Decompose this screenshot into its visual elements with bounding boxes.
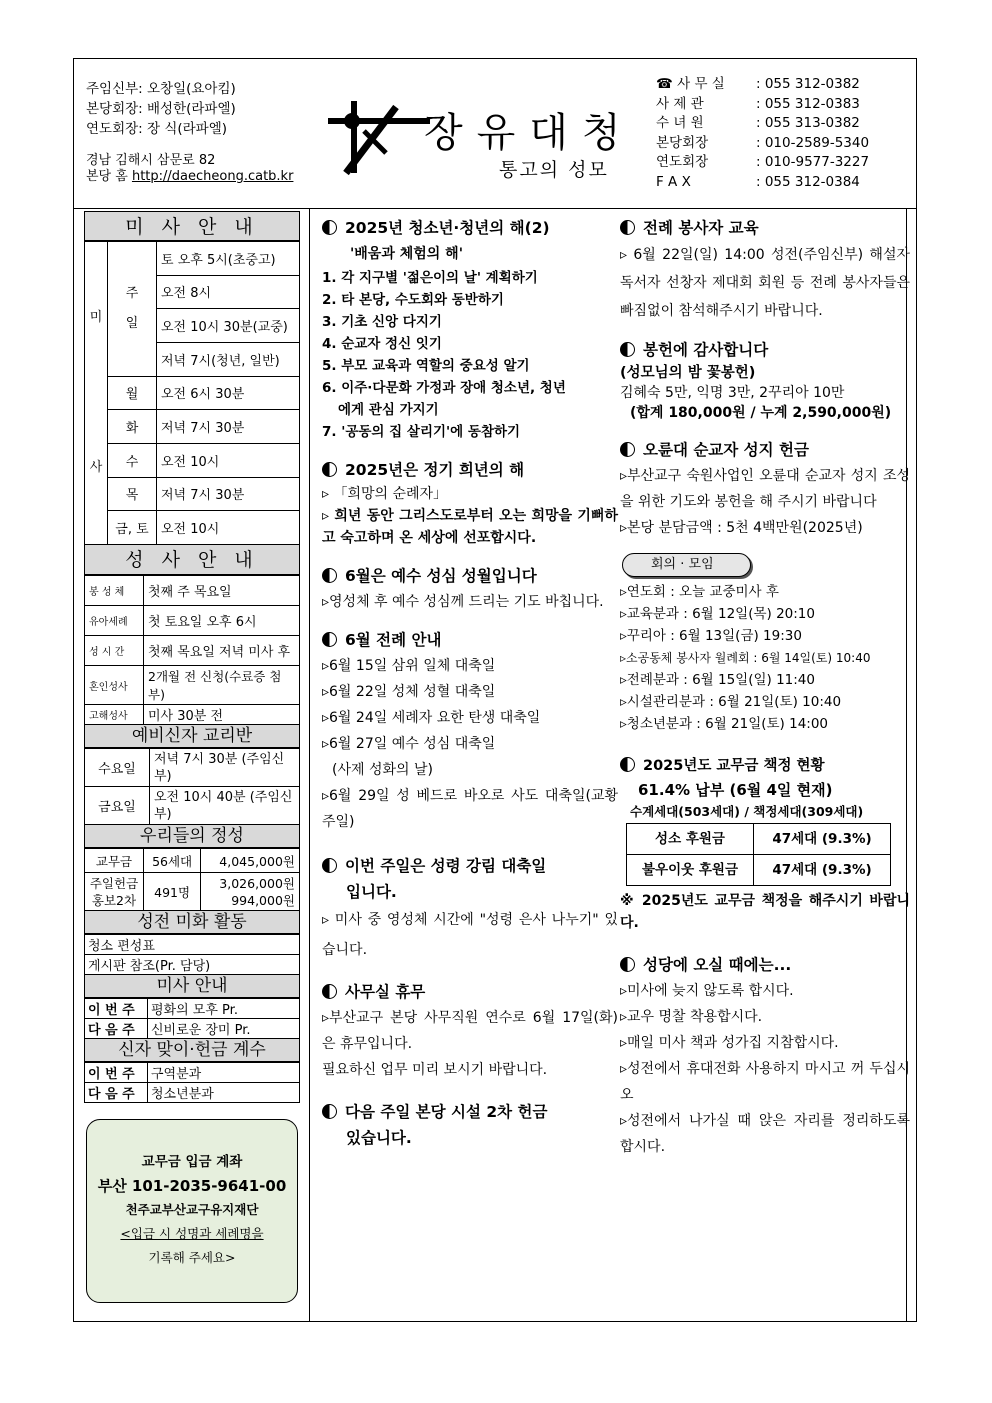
column-middle: 2025년 청소년·청년의 해(2) '배움과 체험의 해' 1. 각 지구별 '젊은이의 날' 계획하기 2. 타 본당, 수도회와 동반하기 3. 기초 신앙 다지기 4. 순교자 정신 잇기 5. 부모 교육과 역할의 중요성 알기 6. 이주·다문화 가정과 장애 청소년, 청년 에게 관심 가지기 7. '공동의 집 살리기'에 동참하기 2025년은 정기 희년의 해 ▹ 「희망의 순례자」 ▹ 희년 동안 그리스도로부터 오는 희망을 기뻐하고 숙고하며 온 세상에 선포합시다. 6월은 예수 성심 성월입니다 ▹영성체 후 예수 성심께 드리는 기도 바칩니다. 6월 전례 안내 ▹6월 15일 삼위 일체 대축일 ▹6월 22일 성체 성혈 대축일 ▹6월 24일 세례자 요한 탄생 대축일 ▹6월 27일 예수 성심 대축일 (사제 성화의 날) ▹6월 29일 성 베드로 바오로 사도 대축일(교황 주일) 이번 주일은 성령 강림 대축일 입니다. ▹ 미사 중 영성체 시간에 "성령 은사 나누기" 있습니다. 사무실 휴무 ▹부산교구 본당 사무직원 연수로 6월 17일(화)은 휴무입니다. 필요하신 업무 미리 보시기 바랍니다. 다음 주일 본당 시설 2차 헌금 있습니다. (322, 219, 618, 1147)
home-link[interactable]: http://daecheong.catb.kr (131, 169, 294, 184)
header-left (86, 79, 293, 185)
welcome-title: 신자 맞이·헌금 계수 (84, 1039, 300, 1062)
sacrament-guide-title: 성 사 안 내 (84, 545, 300, 575)
mass-guide-title: 미 사 안 내 (84, 211, 300, 241)
address: 경남 김해시 삼문로 82 (86, 153, 216, 168)
offering-title: 우리들의 정성 (84, 825, 300, 848)
home-label: 본당 홈 (86, 169, 132, 184)
mass-table: 미 사 주 일 토 오후 5시(초중고) 오전 8시 오전 10시 30분(교중) 저녁 7시(청년, 일반) 월 오전 6시 30분 화 저녁 7시 30분 수 오전 10시 목 저녁 7시 30분 금, 토 오전 10시 (84, 241, 300, 545)
mass-leader-title: 미사 안내 (84, 975, 300, 998)
bulletin-subtitle: 통고의 성모 (499, 159, 609, 181)
column-right: 전례 봉사자 교육 ▹ 6월 22일(일) 14:00 성전(주임신부) 해설자 독서자 선창자 제대회 회원 등 전례 봉사자들은 빠짐없이 참석해주시기 바랍니다. 봉헌에 감사합니다 (성모님의 밤 꽃봉헌) 김혜숙 5만, 익명 3만, 2꾸리아 10만 (합계 180,000원 / 누계 2,590,000원) 오륜대 순교자 성지 헌금 ▹부산교구 숙원사업인 오륜대 순교자 성지 조성을 위한 기도와 봉헌을 해 주시기 바랍니다 ▹본당 분담금액 : 5천 4백만원(2025년) 회의 · 모임 ▹연도회 : 오늘 교중미사 후 ▹교육분과 : 6월 12일(목) 20:10 ▹꾸리아 : 6월 13일(금) 19:30 ▹소공동체 봉사자 월례회 : 6월 14일(토) 10:40 ▹전례분과 : 6월 15일(일) 11:40 ▹시설관리분과 : 6월 21일(토) 10:40 ▹청소년분과 : 6월 21일(토) 14:00 2025년도 교무금 책정 현황 61.4% 납부 (6월 4일 현재) 수계세대(503세대) / 책정세대(309세대) 성소 후원금 47세대 (9.3%) 불우이웃 후원금 47세대 (9.3%) ※ 2025년도 교무금 책정을 해주시기 바랍니다. 성당에 오실 때에는... ▹미사에 늦지 않도록 합시다. ▹교우 명찰 착용합시다. ▹매일 미사 책과 성가집 지참합시다. ▹성전에서 휴대전화 사용하지 마시고 꺼 두십시오 ▹성전에서 나가실 때 앉은 자리를 정리하도록 합시다. (620, 219, 910, 1155)
sacrament-table: 봉 성 체 첫째 주 목요일 유아세례 첫 토요일 오후 6시 성 시 간 첫째 목요일 저녁 미사 후 혼인성사 2개월 전 신청(수료증 첨부) 고해성사 미사 30분 전 (84, 575, 300, 725)
cross-logo-icon (324, 97, 434, 177)
bulletin-title: 장유대청 (424, 110, 635, 156)
parish-president: 본당회장: 배성한(라파엘) (86, 101, 236, 117)
bulletin-frame (73, 58, 917, 1322)
mass-leader-table: 이 번 주 평화의 모후 Pr. 다 음 주 신비로운 장미 Pr. (84, 998, 300, 1039)
account-box: 교무금 입금 계좌 부산 101-2035-9641-00 천주교부산교구유지재단 <입금 시 성명과 세례명을 기록해 주세요> (86, 1119, 298, 1303)
catechism-title: 예비신자 교리반 (84, 725, 300, 748)
offering-table: 교무금 56세대 4,045,000원 주일헌금 홍보2차 491명 3,026,000원 994,000원 (84, 848, 300, 911)
catechism-table: 수요일 저녁 7시 30분 (주임신부) 금요일 오전 10시 40분 (주임신부) (84, 748, 300, 825)
altar-table: 청소 편성표 게시판 참조(Pr. 담당) (84, 934, 300, 975)
dues-table: 성소 후원금 47세대 (9.3%) 불우이웃 후원금 47세대 (9.3%) (626, 823, 891, 886)
requiem-president: 연도회장: 장 식(라파엘) (86, 121, 228, 137)
header (74, 59, 916, 209)
left-sidebar (84, 211, 300, 1103)
altar-title: 성전 미화 활동 (84, 911, 300, 934)
welcome-table: 이 번 주 구역분과 다 음 주 청소년분과 (84, 1062, 300, 1103)
half-circle-icon (322, 220, 337, 235)
meeting-label: 회의 · 모임 (622, 553, 751, 577)
contacts: ☎ 사 무 실 : 055 312-0382 사 제 관 : 055 312-0383 수 녀 원 : 055 313-0382 본당회장 : 010-2589-5340 연도회장 : 010-9577-3227 F A X : 055 312-0384 (656, 76, 870, 190)
pastor: 주임신부: 오창일(요아킴) (86, 81, 236, 97)
